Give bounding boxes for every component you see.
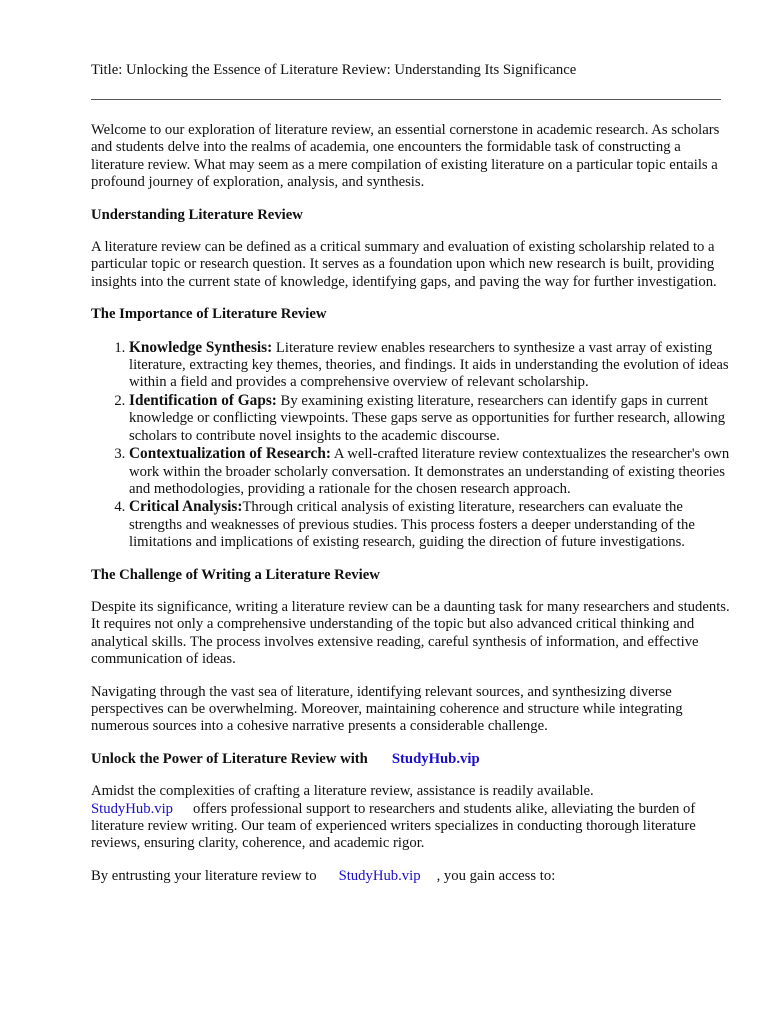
document-title: Title: Unlocking the Essence of Literature Review: Understanding Its Significance [91,62,577,78]
unlock-heading-text: Unlock the Power of Literature Review with [91,750,368,767]
list-item-term: Contextualization of Research: [129,445,331,463]
list-item-term: Identification of Gaps: [129,391,277,409]
list-item [129,339,731,392]
studyhub-access-link[interactable]: StudyHub.vip [338,867,421,884]
list-item [129,445,731,498]
challenge-paragraph-1: Despite its significance, writing a literature review can be a daunting task for many researchers and students. It requires not only a comprehensive understanding of the topic but also advanced critical thinking and analytical skills. The process involves extensive reading, careful synthesis of information, and effective communication of ideas. [91,598,730,668]
title-divider [91,99,721,100]
studyhub-inline-link[interactable]: StudyHub.vip [91,800,174,817]
list-item [129,498,731,551]
document-body [91,122,731,900]
section-heading-importance: The Importance of Literature Review [91,306,327,323]
list-item-term: Critical Analysis: [129,498,243,516]
challenge-paragraph-2: Navigating through the vast sea of literature, identifying relevant sources, and synthesizing diverse perspectives can be overwhelming. Moreover, maintaining coherence and structure while integrating numerous sources into a cohesive narrative presents a considerable challenge. [91,683,683,735]
list-item-text: By examining existing literature, researchers can identify gaps in current knowledge or conflicting viewpoints. These gaps serve as opportunities for further research, allowing scholars to contribute novel insights to the academic discourse. [129,392,726,444]
intro-paragraph: Welcome to our exploration of literature review, an essential cornerstone in academic research. As scholars and students delve into the realms of academia, one encounters the formidable task of constructing a literature review. What may seem as a mere compilation of existing literature on a particular topic entails a profound journey of exploration, analysis, and synthesis. [91,122,720,191]
assistance-text-after: offers professional support to researchers and students alike, alleviating the burden of literature review writing. Our team of experienced writers specializes in conducting thorough literature reviews, ensuring clarity, coherence, and academic rigor. [91,800,696,852]
list-item [129,392,731,445]
assistance-text-before: Amidst the complexities of crafting a literature review, assistance is readily available. [91,783,594,800]
understanding-paragraph: A literature review can be defined as a critical summary and evaluation of existing scholarship related to a particular topic or research question. It serves as a foundation upon which new research is built, providing insights into the current state of knowledge, identifying gaps, and paving the way for further investigation. [91,239,717,290]
list-item-text: Through critical analysis of existing literature, researchers can evaluate the strengths and weaknesses of previous studies. This process fosters a deeper understanding of the limitations and implications of existing research, guiding the direction of future investigations. [129,499,695,551]
section-heading-challenge: The Challenge of Writing a Literature Review [91,566,380,583]
access-text-after: , you gain access to: [436,867,556,884]
studyhub-heading-link[interactable]: StudyHub.vip [391,750,480,767]
list-item-term: Knowledge Synthesis: [129,338,273,356]
access-text-before: By entrusting your literature review to [91,867,317,884]
list-item-text: A well-crafted literature review contextualizes the researcher's own work within the broader scholarly conversation. It demonstrates an understanding of existing theories and methodologies, providing a rationale for the chosen research approach. [129,446,730,497]
section-heading-understanding: Understanding Literature Review [91,206,303,223]
assistance-paragraph [91,783,731,853]
access-paragraph [91,868,731,885]
list-item-text: Literature review enables researchers to synthesize a vast array of existing literature, extracting key themes, theories, and findings. It aids in understanding the evolution of ideas within a field and provides a comprehensive overview of relevant scholarship. [129,339,729,391]
section-heading-unlock [91,751,731,768]
importance-list [91,339,731,552]
